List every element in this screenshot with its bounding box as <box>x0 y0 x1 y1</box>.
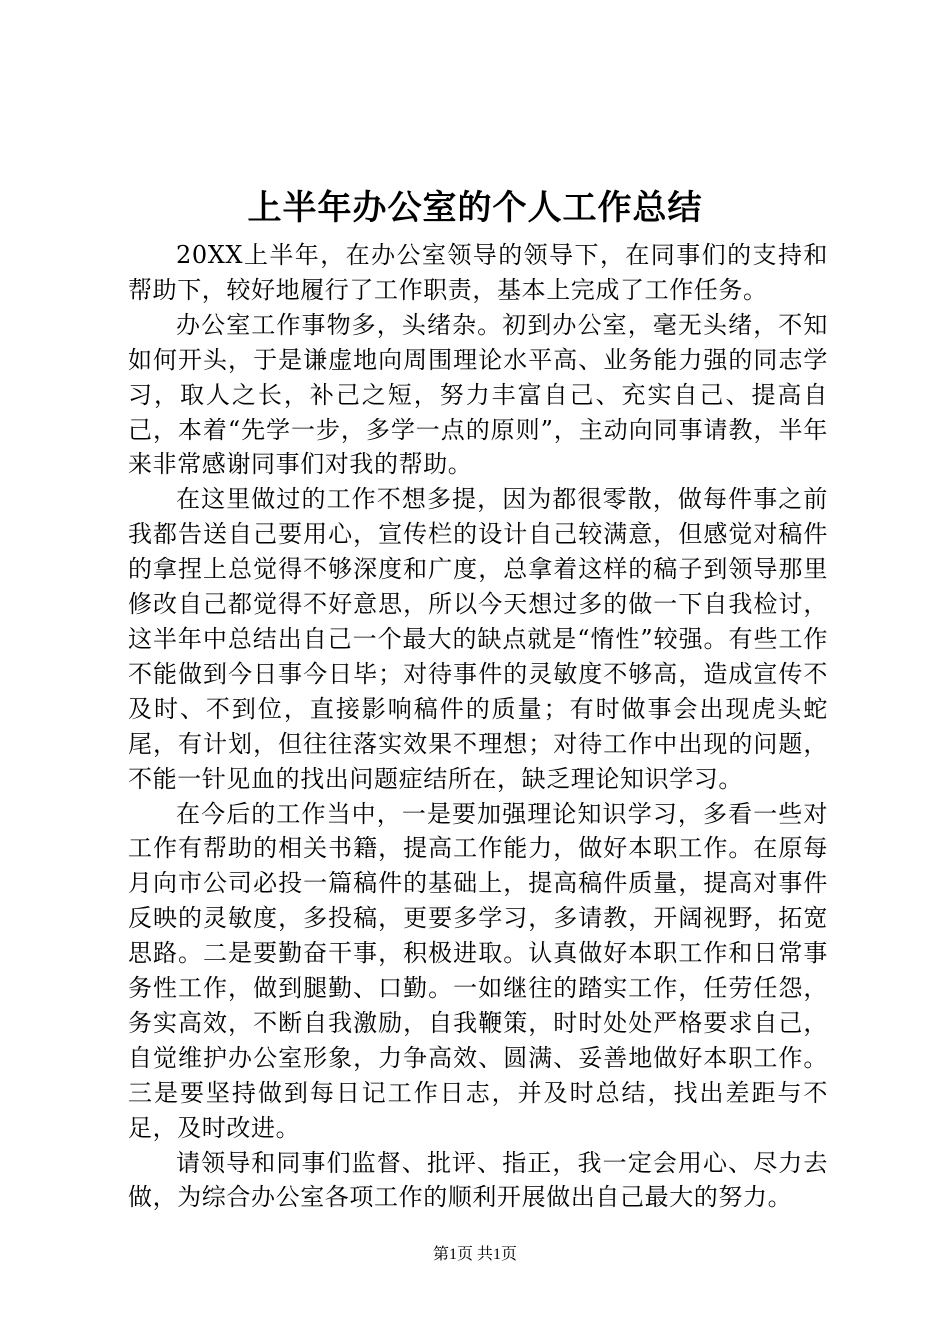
page-footer: 第1页 共1页 <box>432 1246 517 1263</box>
paragraph-5: 请领导和同事们监督、批评、指正，我一定会用心、尽力去做，为综合办公室各项工作的顺利开展做出自己最大的努力。 <box>128 1148 828 1212</box>
paragraph-4: 在今后的工作当中，一是要加强理论知识学习，多看一些对工作有帮助的相关书籍，提高工作能力，做好本职工作。在原每月向市公司必投一篇稿件的基础上，提高稿件质量，提高对事件反映的灵敏度，多投稿，更要多学习，多请教，开阔视野，拓宽思路。二是要勤奋干事，积极进取。认真做好本职工作和日常事务性工作，做到腿勤、口勤。一如继往的踏实工作，任劳任怨，务实高效，不断自我激励，自我鞭策，时时处处严格要求自己，自觉维护办公室形象，力争高效、圆满、妥善地做好本职工作。三是要坚持做到每日记工作日志，并及时总结，找出差距与不足，及时改进。 <box>128 799 828 1142</box>
paragraph-3: 在这里做过的工作不想多提，因为都很零散，做每件事之前我都告送自己要用心，宣传栏的设计自己较满意，但感觉对稿件的拿捏上总觉得不够深度和广度，总拿着这样的稿子到领导那里修改自己都觉得不好意思，所以今天想过多的做一下自我检讨，这半年中总结出自己一个最大的缺点就是“惰性”较强。有些工作不能做到今日事今日毕；对待事件的灵敏度不够高，造成宣传不及时、不到位，直接影响稿件的质量；有时做事会出现虎头蛇尾，有计划，但往往落实效果不理想；对待工作中出现的问题，不能一针见血的找出问题症结所在，缺乏理论知识学习。 <box>128 485 828 793</box>
paragraph-2: 办公室工作事物多，头绪杂。初到办公室，毫无头绪，不知如何开头，于是谦虚地向周围理论水平高、业务能力强的同志学习，取人之长，补己之短，努力丰富自己、充实自己、提高自己，本着“先学一步，多学一点的原则”，主动向同事请教，半年来非常感谢同事们对我的帮助。 <box>128 310 828 479</box>
paragraph-1: 20XX上半年，在办公室领导的领导下，在同事们的支持和帮助下，较好地履行了工作职责，基本上完成了工作任务。 <box>128 241 828 304</box>
document-title: 上半年办公室的个人工作总结 <box>247 188 703 228</box>
document-body <box>128 238 828 1215</box>
